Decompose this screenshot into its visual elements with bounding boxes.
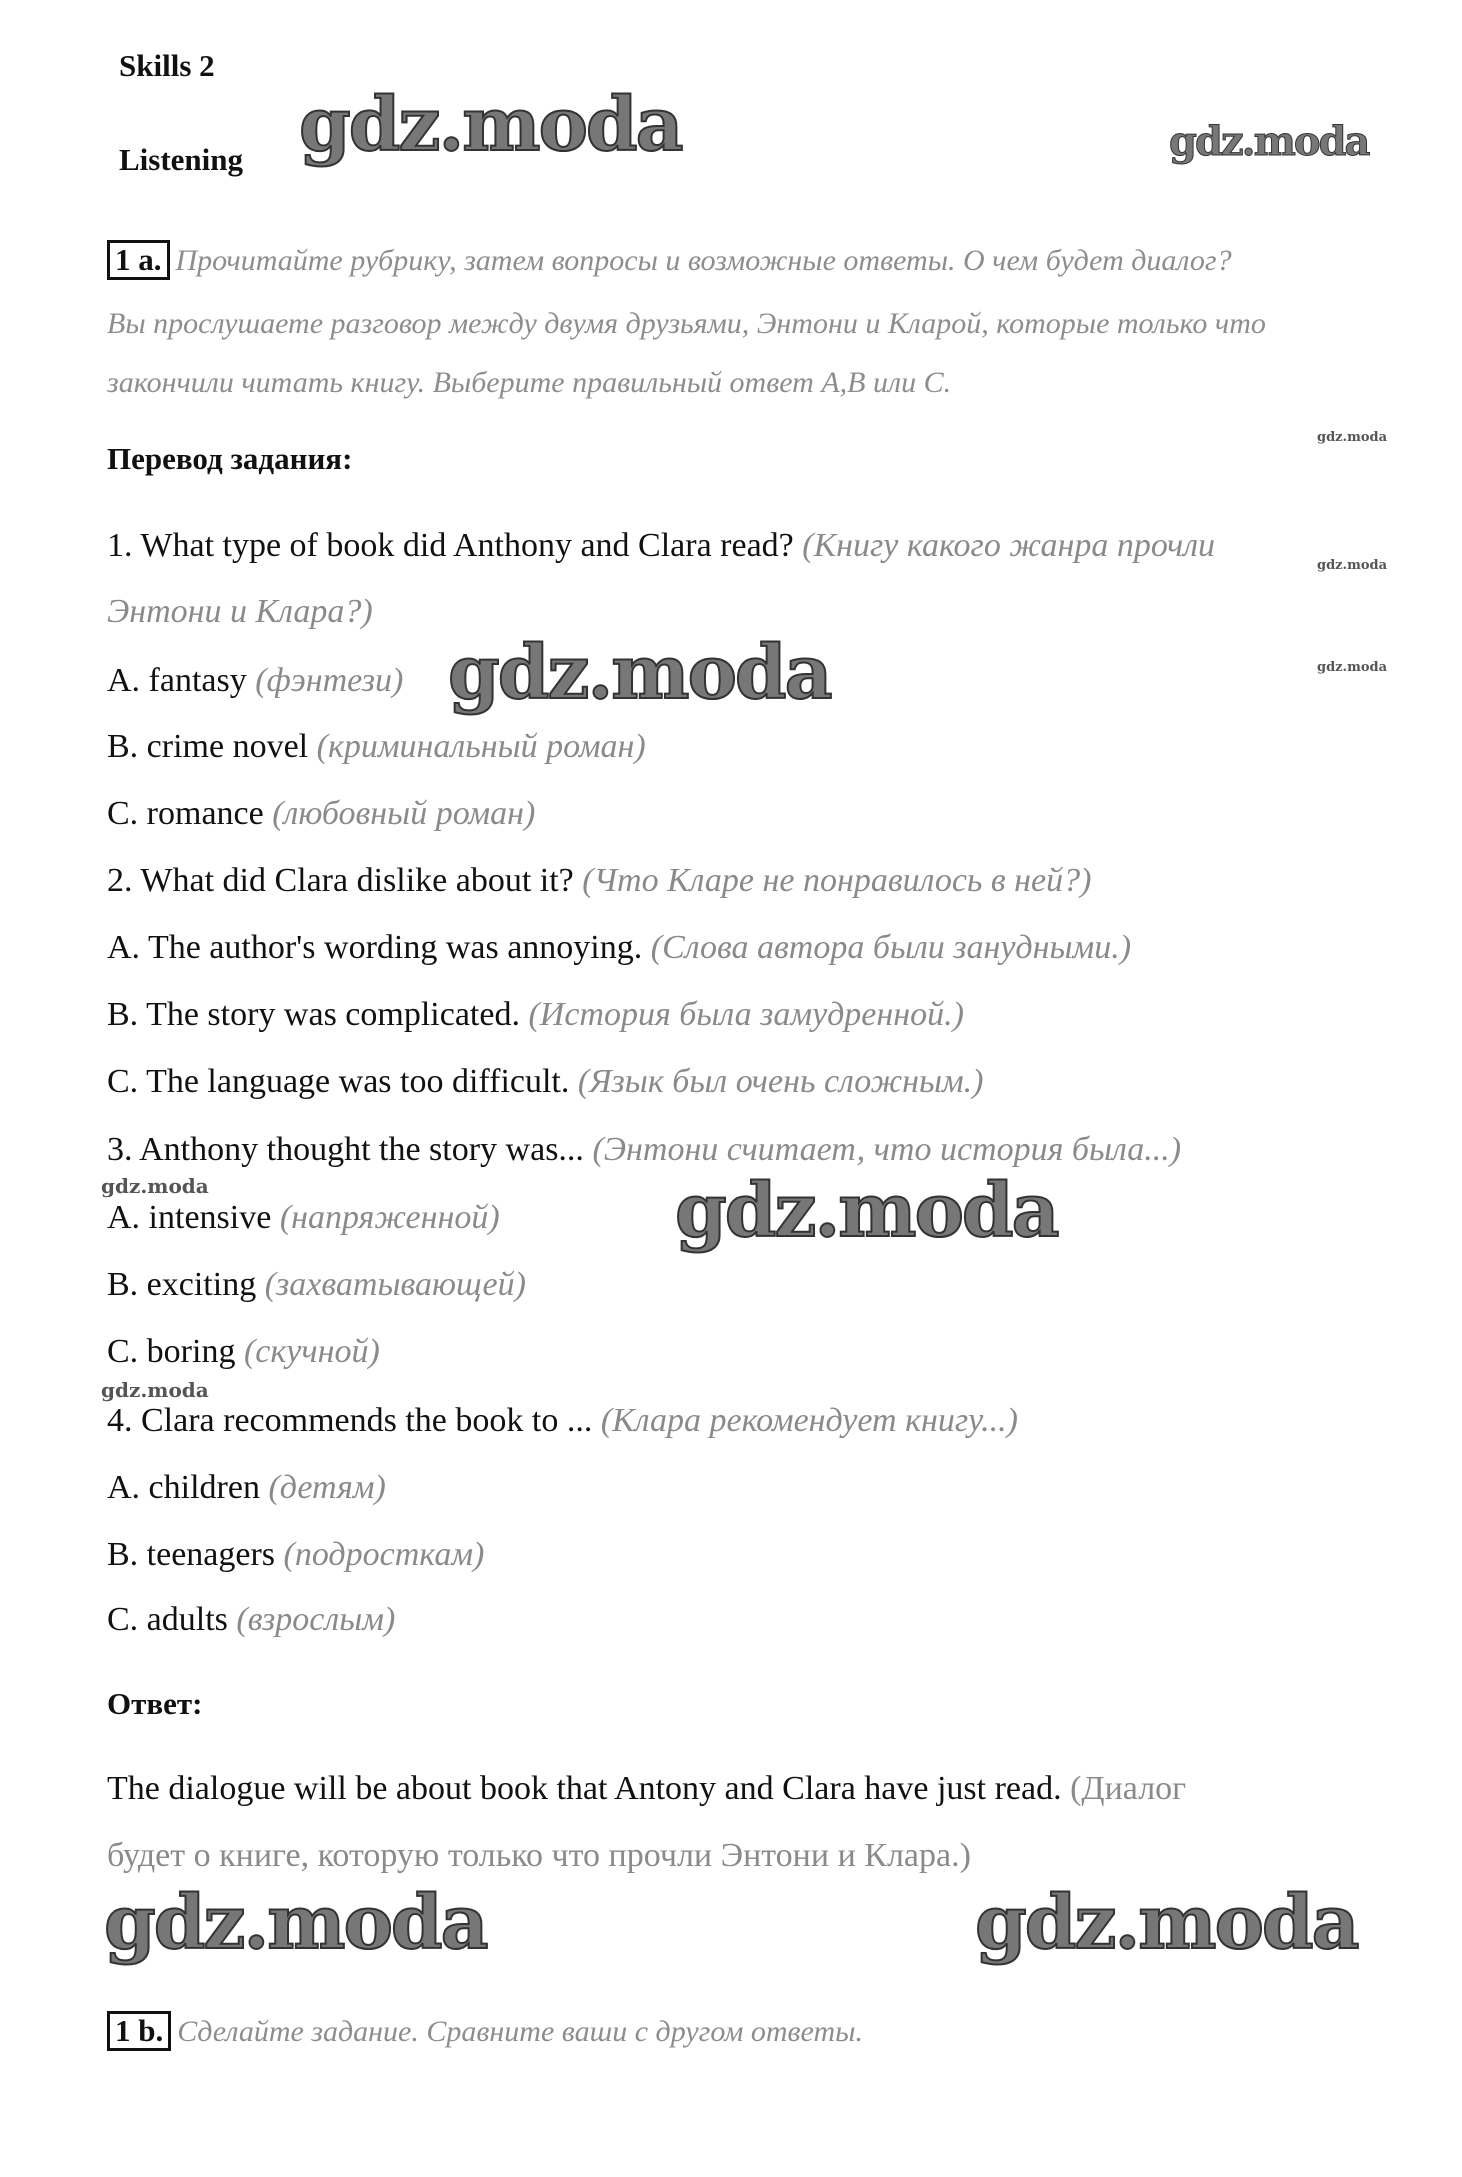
question-line (107, 1332, 380, 1372)
answer-translation: будет о книге, которую только что прочли Энтони и Клара.) (107, 1837, 971, 1874)
question-line (107, 1062, 983, 1102)
task-1a-instruction-line: закончили читать книгу. Выберите правильный ответ А,В или С. (107, 366, 952, 399)
question-line (107, 928, 1131, 968)
russian-translation: (Слова автора были занудными.) (650, 929, 1132, 966)
english-text: C. The language was too difficult. (107, 1063, 570, 1100)
question-line (107, 1265, 526, 1305)
task-number-box: 1 a. (107, 240, 170, 280)
english-text: A. intensive (107, 1199, 272, 1236)
english-text: 1. What type of book did Anthony and Clara read? (107, 527, 794, 564)
english-text: A. fantasy (107, 662, 247, 699)
question-line (107, 995, 964, 1035)
russian-translation: (напряженной) (279, 1199, 500, 1236)
russian-translation: (детям) (268, 1469, 386, 1506)
answer-text: The dialogue will be about book that Antony and Clara have just read. (Диалог (107, 1770, 1187, 1807)
page-title: Skills 2 (119, 48, 215, 83)
question-line (107, 526, 1215, 566)
russian-translation: (подросткам) (283, 1536, 485, 1573)
watermark: gdz.moda (975, 1880, 1358, 1966)
russian-translation: (криминальный роман) (316, 728, 646, 765)
question-line (107, 661, 403, 701)
question-line (107, 1468, 386, 1508)
task-1b-instruction: 1 b. Сделайте задание. Сравните ваши с другом ответы. (107, 2011, 863, 2052)
question-line (107, 861, 1091, 901)
watermark: gdz.moda (675, 1168, 1058, 1254)
task-1a-instruction-line: Вы прослушаете разговор между двумя друзьями, Энтони и Кларой, которые только что (107, 307, 1266, 340)
russian-translation: (скучной) (243, 1333, 380, 1370)
task-number-box: 1 b. (107, 2011, 171, 2051)
question-line-continued (107, 592, 373, 632)
russian-translation: (фэнтези) (255, 662, 404, 699)
russian-translation: (взрослым) (236, 1601, 396, 1638)
watermark: gdz.moda (448, 630, 831, 716)
translation-heading: Перевод задания: (107, 441, 353, 476)
question-line (107, 1130, 1181, 1170)
russian-translation: (Клара рекомендует книгу...) (600, 1402, 1018, 1439)
russian-translation: (Что Кларе не понравилось в ней?) (582, 862, 1092, 899)
question-line (107, 1198, 500, 1238)
english-text: C. boring (107, 1333, 236, 1370)
english-text: C. romance (107, 795, 264, 832)
watermark: gdz.moda (101, 1174, 209, 1198)
watermark: gdz.moda (104, 1880, 487, 1966)
english-text: B. crime novel (107, 728, 309, 765)
watermark: gdz.moda (1169, 118, 1369, 165)
section-title: Listening (119, 142, 244, 177)
watermark: gdz.moda (1317, 430, 1388, 445)
question-line (107, 1401, 1018, 1441)
answer-heading: Ответ: (107, 1686, 203, 1721)
task-1a-instruction: 1 a. Прочитайте рубрику, затем вопросы и возможные ответы. О чем будет диалог? (107, 240, 1232, 281)
english-text: 3. Anthony thought the story was... (107, 1131, 584, 1168)
question-line (107, 1535, 484, 1575)
question-line (107, 794, 535, 834)
english-text: C. adults (107, 1601, 228, 1638)
english-text: B. The story was complicated. (107, 996, 520, 1033)
russian-translation: (Язык был очень сложным.) (577, 1063, 984, 1100)
russian-translation: Энтони и Клара?) (107, 593, 373, 630)
russian-translation: (Книгу какого жанра прочли (802, 527, 1216, 564)
russian-translation: (История была замудренной.) (528, 996, 964, 1033)
watermark: gdz.moda (1317, 558, 1388, 573)
english-text: B. exciting (107, 1266, 257, 1303)
watermark: gdz.moda (1317, 660, 1388, 675)
question-line (107, 1600, 395, 1640)
english-text: A. The author's wording was annoying. (107, 929, 643, 966)
watermark: gdz.moda (299, 82, 682, 168)
english-text: B. teenagers (107, 1536, 276, 1573)
russian-translation: (Энтони считает, что история была...) (592, 1131, 1182, 1168)
english-text: 2. What did Clara dislike about it? (107, 862, 574, 899)
russian-translation: (любовный роман) (272, 795, 536, 832)
watermark: gdz.moda (101, 1378, 209, 1402)
english-text: 4. Clara recommends the book to ... (107, 1402, 593, 1439)
russian-translation: (захватывающей) (264, 1266, 526, 1303)
english-text: A. children (107, 1469, 260, 1506)
question-line (107, 727, 646, 767)
